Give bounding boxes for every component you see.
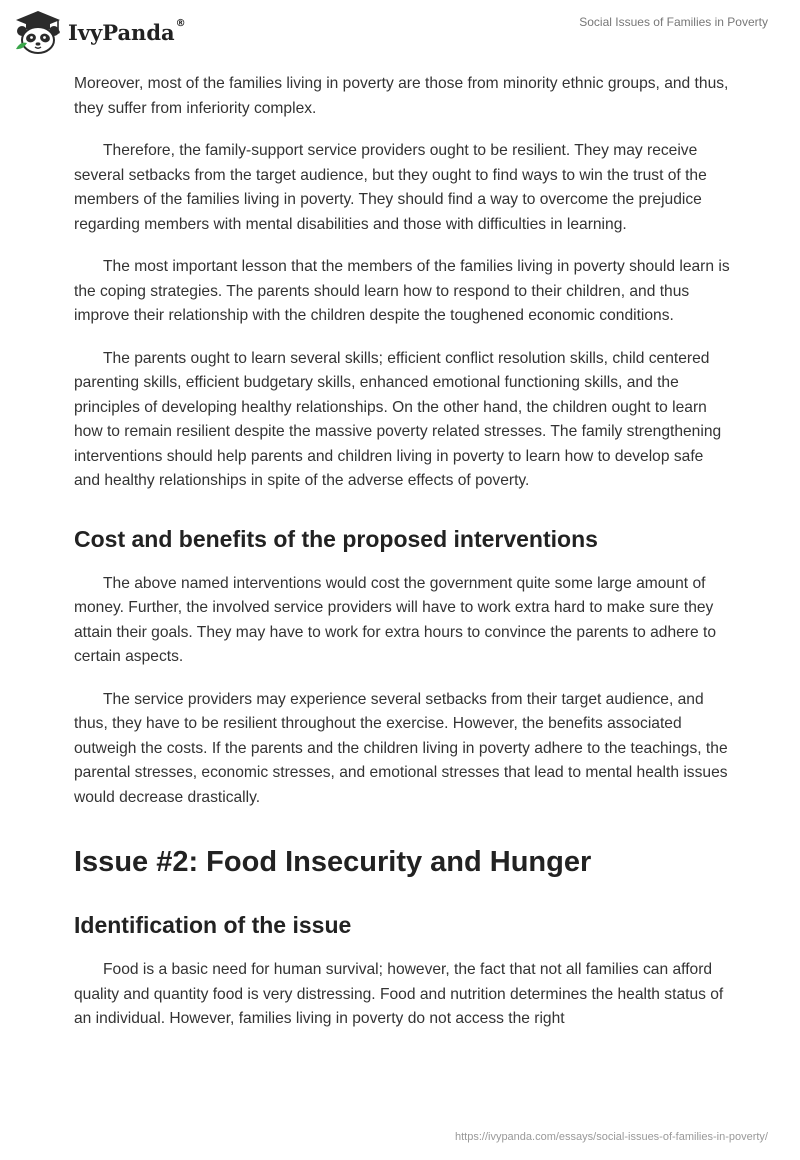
- registered-mark: ®: [175, 17, 186, 29]
- paragraph: The most important lesson that the members of the families living in poverty should learn is the coping strategies. The parents should learn how to respond to their children, and thus improve their relationship with the children despite the toughened economic conditions.: [74, 258, 730, 324]
- paragraph: Therefore, the family-support service providers ought to be resilient. They may receive several setbacks from the target audience, but they ought to find ways to win the trust of the members of the families living in poverty. They should find a way to overcome the prejudice regarding members with mental disabilities and those with difficulties in learning.: [74, 142, 707, 233]
- document-title: Social Issues of Families in Poverty: [579, 15, 768, 29]
- section-heading-identification: Identification of the issue: [74, 912, 352, 938]
- paragraph: The above named interventions would cost the government quite some large amount of money. Further, the involved service providers will have to work extra hard to make sure they attain their goals. They may have to work for extra hours to convince the parents to adhere to certain aspects.: [74, 574, 717, 665]
- logo-wordmark: IvyPanda®: [68, 17, 186, 45]
- issue-heading-food-insecurity: Issue #2: Food Insecurity and Hunger: [74, 846, 592, 878]
- site-logo[interactable]: [14, 8, 186, 56]
- paragraph: The parents ought to learn several skills; efficient conflict resolution skills, child centered parenting skills, efficient budgetary skills, enhanced emotional functioning skills, and the principles of developing healthy relationships. On the other hand, the children ought to learn how to remain resilient despite the massive poverty related stresses. The family strengthening interventions should help parents and children living in poverty to learn how to develop safe and healthy relationships in spite of the adverse effects of poverty.: [74, 349, 722, 489]
- paragraph: The service providers may experience several setbacks from their target audience, and thus, they have to be resilient throughout the exercise. However, the benefits associated outweigh the costs. If the parents and the children living in poverty adhere to the teachings, the parental stresses, economic stresses, and emotional stresses that lead to mental health issues would decrease drastically.: [74, 690, 728, 806]
- section-heading-cost-benefits: Cost and benefits of the proposed interventions: [74, 525, 598, 552]
- footer-source-url[interactable]: https://ivypanda.com/essays/social-issues-of-families-in-poverty/: [454, 1131, 768, 1143]
- paragraph: Food is a basic need for human survival; however, the fact that not all families can afford quality and quantity food is very distressing. Food and nutrition determines the health status of an individual. However, families living in poverty do not access the right: [74, 961, 724, 1027]
- paragraph: Moreover, most of the families living in poverty are those from minority ethnic groups, and thus, they suffer from inferiority complex.: [74, 75, 729, 117]
- page-header: [0, 0, 800, 70]
- panda-graduation-cap-icon: [14, 9, 62, 55]
- article-body: [74, 70, 730, 1050]
